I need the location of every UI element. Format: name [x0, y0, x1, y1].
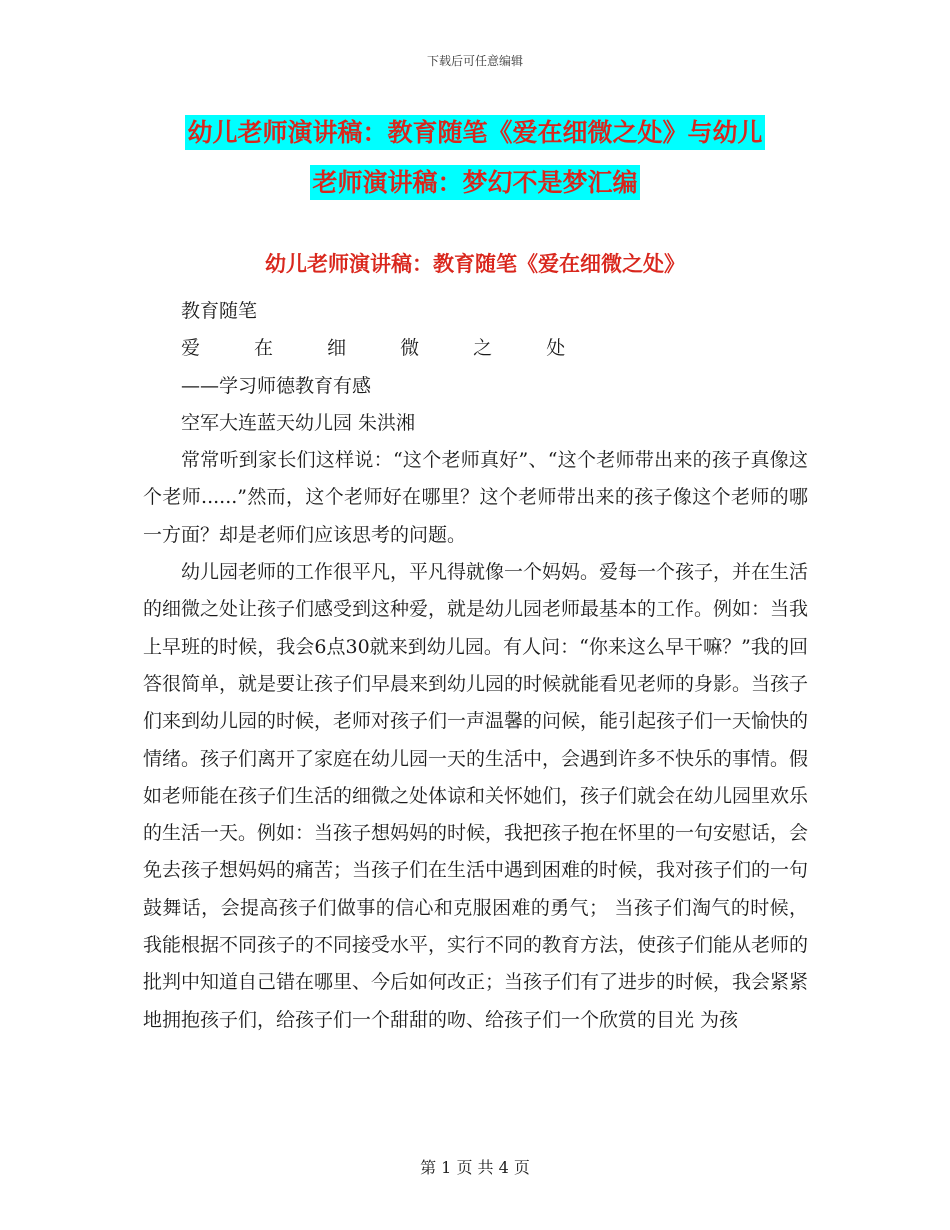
page-header-note: 下载后可任意编辑	[426, 54, 523, 68]
title-line-1: 幼儿老师演讲稿：教育随笔《爱在细微之处》与幼儿	[185, 115, 764, 150]
intro-line-essay-title: 爱 在 细 微 之 处	[181, 337, 590, 360]
paragraph-2: 幼儿园老师的工作很平凡，平凡得就像一个妈妈。爱每一个孩子，并在生活的细微之处让孩子们感受到这种爱，就是幼儿园老师最基本的工作。例如：当我上早班的时候，我会6点30就来到幼儿园。有人问：“你来这么早干嘛？”我的回答很简单，就是要让孩子们早晨来到幼儿园的时候就能看见老师的身影。当孩子们来到幼儿园的时候，老师对孩子们一声温馨的问候，能引起孩子们一天愉快的情绪。孩子们离开了家庭在幼儿园一天的生活中，会遇到许多不快乐的事情。假如老师能在孩子们生活的细微之处体谅和关怀她们，孩子们就会在幼儿园里欢乐的生活一天。例如：当孩子想妈妈的时候，我把孩子抱在怀里的一句安慰话，会免去孩子想妈妈的痛苦；当孩子们在生活中遇到困难的时候，我对孩子们的一句鼓舞话，会提高孩子们做事的信心和克服困难的勇气； 当孩子们淘气的时候，我能根据不同孩子的不同接受水平，实行不同的教育方法，使孩子们能从老师的批判中知道自己错在哪里、今后如何改正；当孩子们有了进步的时候，我会紧紧地拥抱孩子们，给孩子们一个甜甜的吻、给孩子们一个欣赏的目光 为孩	[143, 561, 809, 1031]
paragraph-1: 常常听到家长们这样说：“这个老师真好”、“这个老师带出来的孩子真像这个老师......”然而，这个老师好在哪里？这个老师带出来的孩子像这个老师的哪一方面？却是老师们应该思考的问题。	[143, 449, 808, 546]
intro-line-category: 教育随笔	[181, 300, 258, 322]
intro-line-author: 空军大连蓝天幼儿园 朱洪湘	[181, 411, 416, 434]
title-line-2: 老师演讲稿：梦幻不是梦汇编	[310, 165, 639, 200]
intro-line-subtitle: ——学习师德教育有感	[181, 374, 372, 397]
document-body	[143, 293, 808, 1039]
page-footer: 第 1 页 共 4 页	[420, 1158, 530, 1177]
section-title: 幼儿老师演讲稿：教育随笔《爱在细微之处》	[265, 252, 685, 276]
document-title	[140, 108, 810, 208]
